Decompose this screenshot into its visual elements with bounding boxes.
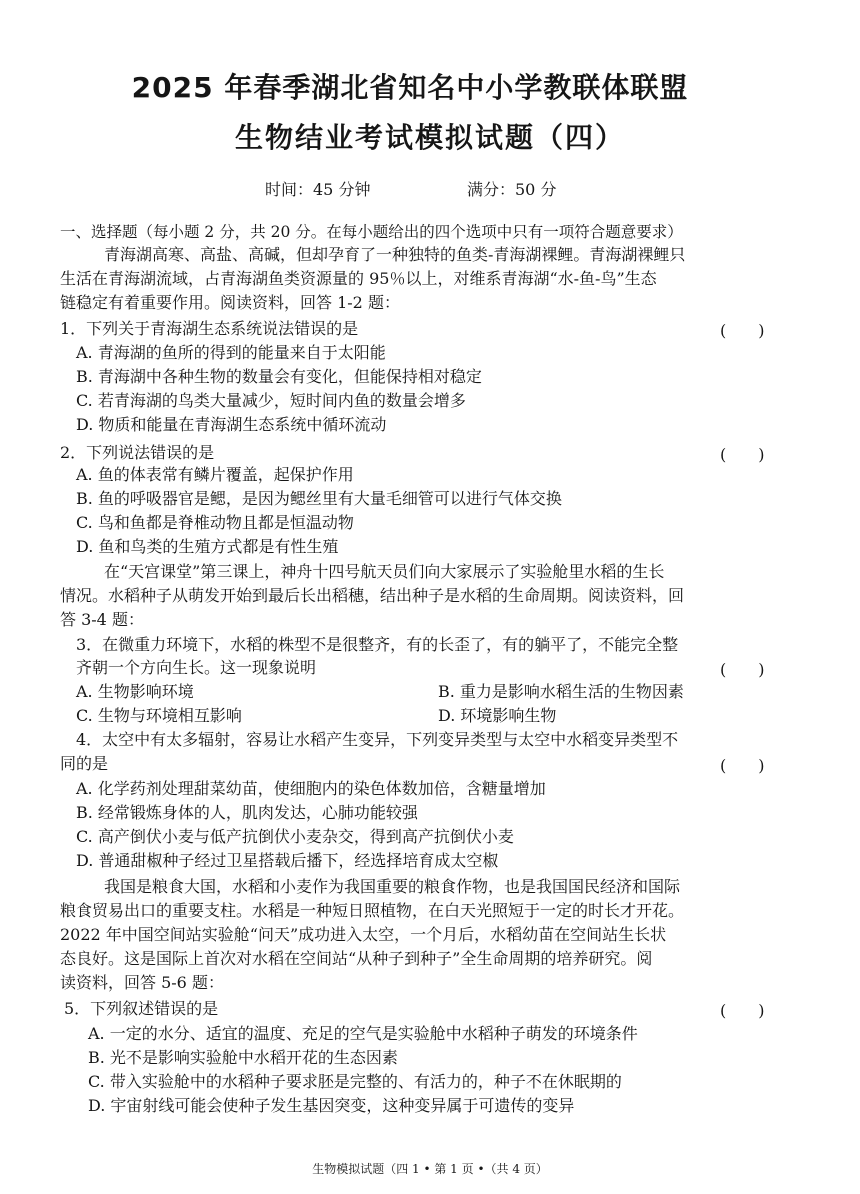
q4-option-a: A. 化学药剂处理甜菜幼苗，使细胞内的染色体数加倍，含糖量增加 (76, 779, 546, 798)
q3-option-d: D. 环境影响生物 (438, 706, 557, 725)
q2-option-d: D. 鱼和鸟类的生殖方式都是有性生殖 (76, 537, 339, 556)
q1-option-d: D. 物质和能量在青海湖生态系统中循环流动 (76, 415, 387, 434)
exam-title: 2025 年春季湖北省知名中小学教联体联盟 (131, 71, 689, 104)
exam-subtitle: 生物结业考试模拟试题（四） (234, 121, 625, 154)
material1-line-1: 青海湖高寒、高盐、高碱，但却孕育了一种独特的鱼类-青海湖裸鲤。青海湖裸鲤只 (104, 245, 686, 264)
q1-option-b: B. 青海湖中各种生物的数量会有变化，但能保持相对稳定 (76, 367, 482, 386)
q2-option-a: A. 鱼的体表常有鳞片覆盖，起保护作用 (76, 465, 354, 484)
q2-stem: 2．下列说法错误的是 (60, 443, 215, 462)
material3-line-2: 粮食贸易出口的重要支柱。水稻是一种短日照植物，在白天光照短于一定的时长才开花。 (60, 901, 685, 920)
q1-answer-blank: ( ) (720, 321, 765, 340)
q3-option-c: C. 生物与环境相互影响 (76, 706, 242, 725)
q3-answer-blank: ( ) (720, 660, 765, 679)
q5-option-a: A. 一定的水分、适宜的温度、充足的空气是实验舱中水稻种子萌发的环境条件 (88, 1024, 638, 1043)
q3-option-b: B. 重力是影响水稻生活的生物因素 (438, 682, 684, 701)
q4-stem-line-1: 4．太空中有太多辐射，容易让水稻产生变异，下列变异类型与太空中水稻变异类型不 (76, 730, 679, 749)
q4-option-d: D. 普通甜椒种子经过卫星搭载后播下，经选择培育成太空椒 (76, 851, 499, 870)
material1-line-3: 链稳定有着重要作用。阅读资料，回答 1-2 题： (60, 293, 400, 312)
q3-stem-line-2: 齐朝一个方向生长。这一现象说明 (76, 658, 317, 677)
q3-stem-line-1: 3．在微重力环境下，水稻的株型不是很整齐，有的长歪了，有的躺平了，不能完全整 (76, 635, 679, 654)
material2-line-3: 答 3-4 题： (60, 610, 144, 629)
material3-line-3: 2022 年中国空间站实验舱“问天”成功进入太空，一个月后，水稻幼苗在空间站生长状 (60, 925, 667, 944)
section-heading: 一、选择题（每小题 2 分，共 20 分。在每小题给出的四个选项中只有一项符合题意要求） (60, 223, 683, 241)
q1-option-a: A. 青海湖的鱼所的得到的能量来自于太阳能 (76, 343, 386, 362)
page-footer: 生物模拟试题（四 1 • 第 1 页 •（共 4 页） (312, 1162, 548, 1176)
q5-answer-blank: ( ) (720, 1001, 765, 1020)
material3-line-1: 我国是粮食大国，水稻和小麦作为我国重要的粮食作物，也是我国国民经济和国际 (104, 877, 681, 896)
material3-line-4: 态良好。这是国际上首次对水稻在空间站“从种子到种子”全生命周期的培养研究。阅 (60, 949, 653, 968)
q1-option-c: C. 若青海湖的鸟类大量减少，短时间内鱼的数量会增多 (76, 391, 466, 410)
q4-answer-blank: ( ) (720, 756, 765, 775)
exam-time: 时间：45 分钟 (265, 180, 371, 199)
exam-score: 满分：50 分 (467, 180, 557, 199)
q1-stem: 1．下列关于青海湖生态系统说法错误的是 (60, 319, 359, 338)
q5-option-c: C. 带入实验舱中的水稻种子要求胚是完整的、有活力的，种子不在休眠期的 (88, 1072, 622, 1091)
material2-line-2: 情况。水稻种子从萌发开始到最后长出稻穗，结出种子是水稻的生命周期。阅读资料，回 (60, 586, 685, 605)
q2-option-b: B. 鱼的呼吸器官是鳃，是因为鳃丝里有大量毛细管可以进行气体交换 (76, 489, 562, 508)
q5-stem: 5．下列叙述错误的是 (64, 999, 219, 1018)
q4-option-b: B. 经常锻炼身体的人，肌肉发达，心肺功能较强 (76, 803, 418, 822)
q2-option-c: C. 鸟和鱼都是脊椎动物且都是恒温动物 (76, 513, 354, 532)
q5-option-d: D. 宇宙射线可能会使种子发生基因突变，这种变异属于可遗传的变异 (88, 1096, 575, 1115)
material2-line-1: 在“天宫课堂”第三课上，神舟十四号航天员们向大家展示了实验舱里水稻的生长 (104, 562, 665, 581)
material3-line-5: 读资料，回答 5-6 题： (60, 973, 224, 992)
q3-option-a: A. 生物影响环境 (76, 682, 194, 701)
material1-line-2: 生活在青海湖流域，占青海湖鱼类资源量的 95％以上，对维系青海湖“水-鱼-鸟”生态 (60, 269, 657, 288)
q4-stem-line-2: 同的是 (60, 754, 109, 773)
q2-answer-blank: ( ) (720, 445, 765, 464)
q5-option-b: B. 光不是影响实验舱中水稻开花的生态因素 (88, 1048, 398, 1067)
q4-option-c: C. 高产倒伏小麦与低产抗倒伏小麦杂交，得到高产抗倒伏小麦 (76, 827, 514, 846)
